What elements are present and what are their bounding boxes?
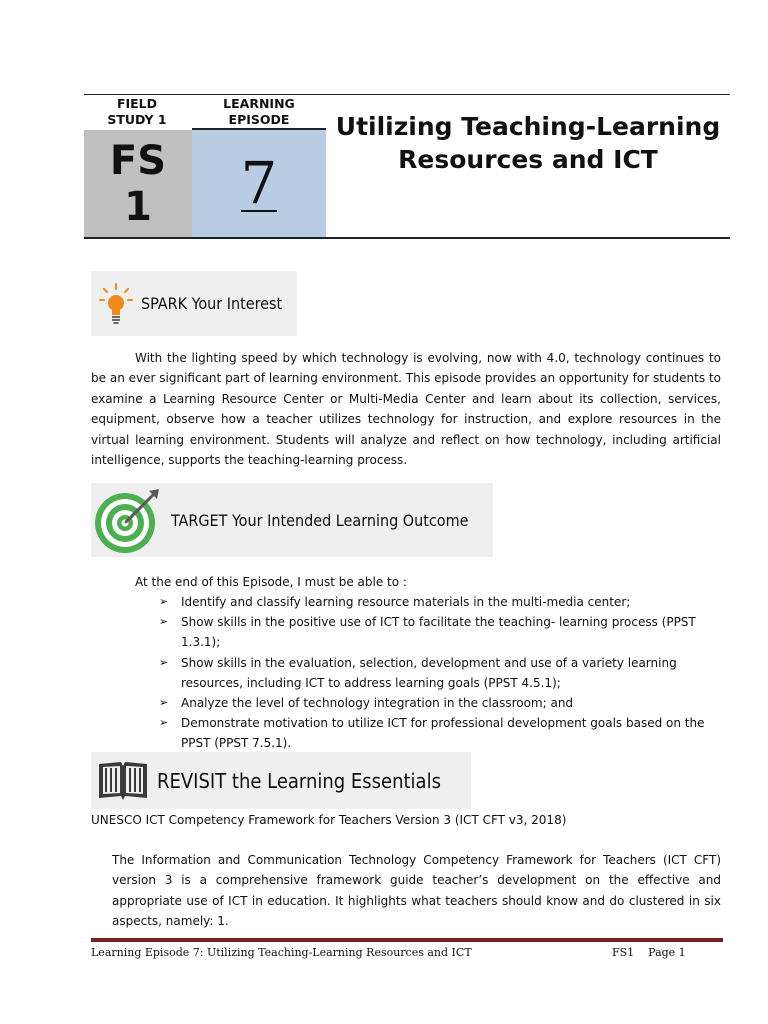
footer-course: FS1	[612, 946, 635, 959]
list-item-text: Show skills in the positive use of ICT to facilitate the teaching- learning process (PPST 1.3.1);	[181, 615, 696, 650]
list-item-text: Analyze the level of technology integration in the classroom; and	[181, 696, 574, 711]
arrowhead-bullet-icon: ➢	[159, 655, 169, 669]
episode-number: 7	[240, 148, 278, 217]
footer-page-info	[612, 946, 686, 959]
target-heading: TARGET Your Intended Learning Outcome	[171, 510, 469, 530]
footer-rule	[91, 938, 723, 942]
unesco-reference: UNESCO ICT Competency Framework for Teachers Version 3 (ICT CFT v3, 2018)	[91, 813, 567, 827]
list-item	[155, 592, 715, 612]
header-top-rule	[84, 94, 730, 95]
episode-number-box	[192, 130, 326, 237]
fs-number-box	[84, 130, 192, 237]
list-item	[155, 653, 715, 693]
target-icon	[93, 485, 163, 555]
target-banner	[91, 483, 493, 557]
list-item	[155, 713, 715, 753]
arrowhead-bullet-icon: ➢	[159, 696, 169, 710]
list-item	[155, 693, 715, 713]
arrowhead-bullet-icon: ➢	[159, 615, 169, 629]
outcomes-intro: At the end of this Episode, I must be able to :	[135, 575, 407, 589]
revisit-banner	[91, 752, 471, 809]
lightbulb-icon	[97, 282, 135, 326]
footer-episode-title: Learning Episode 7: Utilizing Teaching-Learning Resources and ICT	[91, 946, 472, 959]
outcomes-list	[155, 592, 715, 754]
field-study-label: FIELD STUDY 1	[107, 96, 167, 127]
revisit-heading: REVISIT the Learning Essentials	[157, 768, 441, 793]
list-item-text: Demonstrate motivation to utilize ICT for professional development goals based on the PPST (PPST 7.5.1).	[181, 716, 705, 751]
page-title: Utilizing Teaching-Learning Resources and ICT	[335, 112, 721, 174]
spark-banner	[91, 271, 297, 336]
list-item-text: Show skills in the evaluation, selection, development and use of a variety learning resources, including ICT to address learning goals (PPST 4.5.1);	[181, 655, 677, 690]
list-item-text: Identify and classify learning resource materials in the multi-media center;	[181, 595, 631, 609]
book-icon	[95, 758, 151, 804]
learning-episode-label: LEARNING EPISODE	[223, 96, 295, 127]
fs-number-text: FS 1	[109, 137, 167, 230]
revisit-paragraph: The Information and Communication Technology Competency Framework for Teachers (ICT CFT) version 3 is a comprehensive framework guide teacher’s development on the effective and appropriate use of ICT in education. It highlights what teachers should know and do clustered in six aspects, namely: 1.	[112, 853, 721, 929]
header-bottom-rule	[84, 237, 730, 239]
arrowhead-bullet-icon: ➢	[159, 716, 169, 730]
spark-heading: SPARK Your Interest	[141, 294, 283, 313]
arrowhead-bullet-icon: ➢	[159, 595, 169, 608]
list-item	[155, 612, 715, 652]
spark-paragraph: With the lighting speed by which technology is evolving, now with 4.0, technology continues to be an ever significant part of learning environment. This episode provides an opportunity for students to examine a Learning Resource Center or Multi-Media Center and learn about its collection, services, equipment, observe how a teacher utilizes technology for instruction, and explore resources in the virtual learning environment. Students will analyze and reflect on how technology, including artificial intelligence, supports the teaching-learning process.	[91, 351, 721, 468]
footer-page-number: Page 1	[648, 946, 686, 959]
